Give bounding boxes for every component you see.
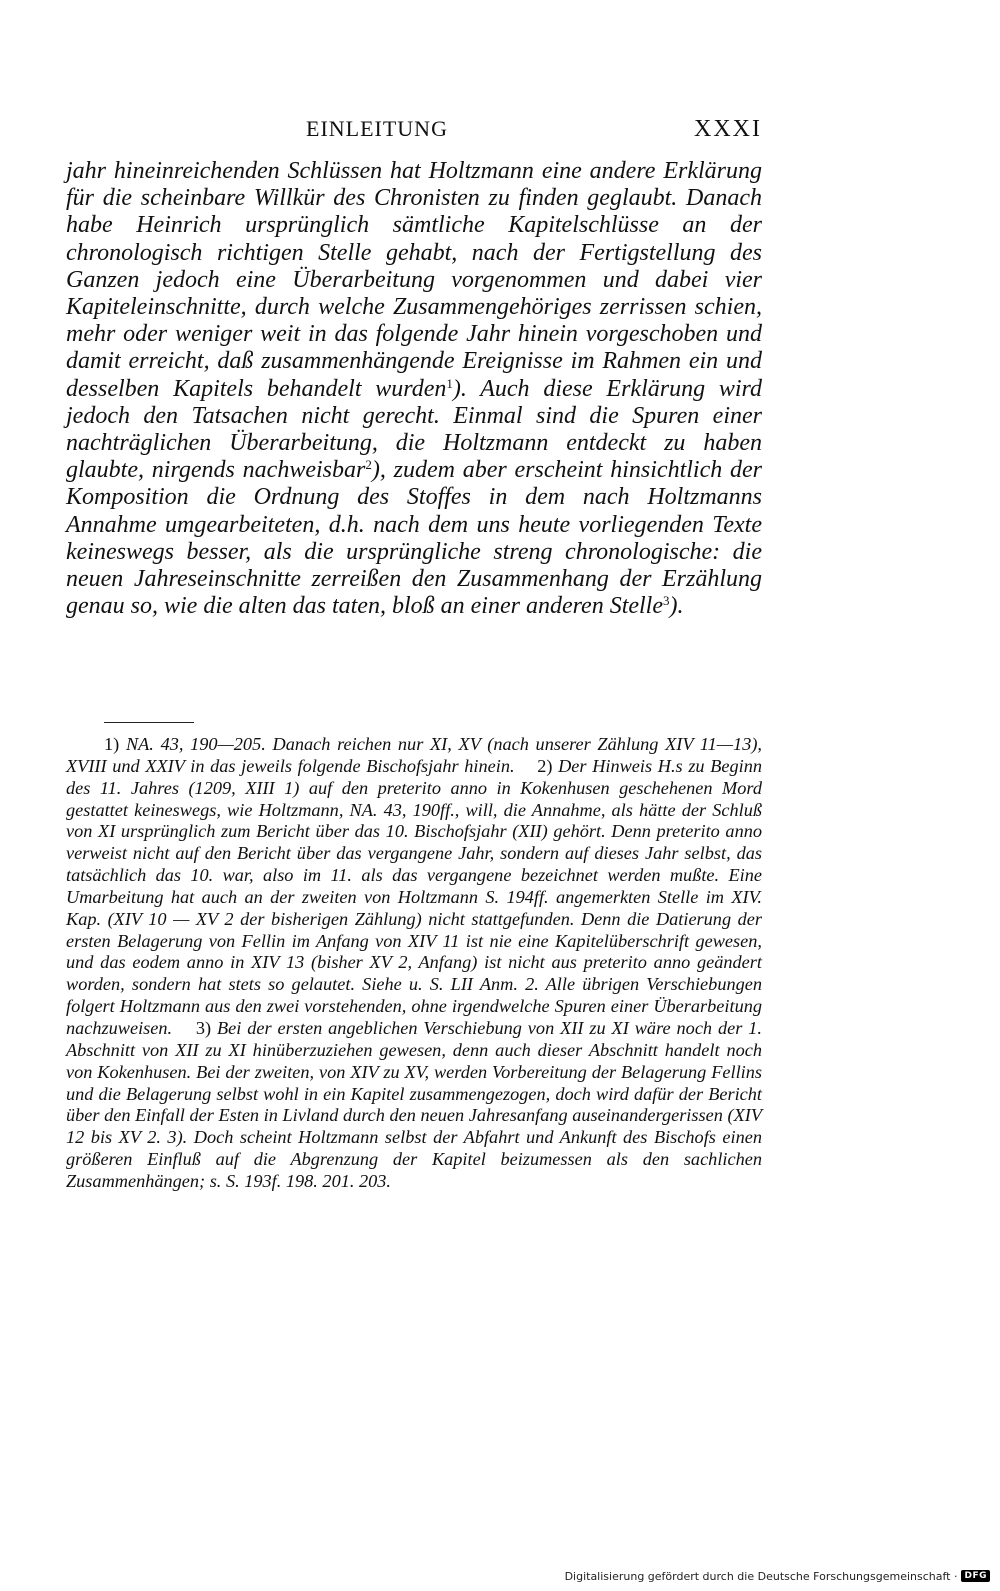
body-text-part-4: ). [669,593,684,620]
header-title: EINLEITUNG [306,116,448,141]
dfg-logo-icon: DFG [961,1570,990,1582]
body-text-part-3: ), zudem aber erscheint hinsichtlich der Komposition die Ordnung des Stoffes in dem nach Holtzmanns Annahme umgearbeiteten, d.h. nach dem uns heute vorliegenden Texte keineswegs besser, als die ursprüngliche streng chronologische: die neuen Jahreseinschnitte zerreißen den Zusammenhang der Erzählung genau so, wie die alten das taten, bloß an einer anderen Stelle [66,457,762,620]
body-text-part-2: ). Auch diese Erklärung wird jedoch den Tatsachen nicht gerecht. Einmal sind die Spuren einer nachträglichen Überarbeitung, die Holtzmann entdeckt zu haben glaubte, nirgends nachweisbar [66,375,762,484]
footnote-2-label: 2) [537,755,553,776]
footnotes-block [66,734,762,1193]
running-header [66,116,762,150]
body-text-part-1: jahr hineinreichenden Schlüssen hat Holtzmann eine andere Erklärung für die scheinbare Willkür des Chronisten zu finden geglaubt. Danach habe Heinrich ursprünglich sämtliche Kapitelschlüsse an der chronologisch richtigen Stelle gehabt, nach der Fertigstellung des Ganzen jedoch eine Überarbeitung vorgenommen und dabei vier Kapiteleinschnitte, durch welche Zusammengehöriges zerrissen schien, mehr oder weniger weit in das folgende Jahr hinein vorgeschoben und damit erreicht, daß zusammenhängende Ereignisse im Rahmen ein und desselben Kapitels behandelt wurden [66,158,762,402]
page-number: XXXI [694,116,762,142]
footnote-ref-2[interactable]: 2 [365,457,372,473]
footnote-1-text: NA. 43, 190—205. Danach reichen nur XI, XV (nach unserer Zählung XIV 11—13), XVIII und XXIV in das jeweils folgende Bischofsjahr hinein. [66,734,762,776]
footnote-3-text: Bei der ersten angeblichen Verschiebung von XII zu XI wäre noch der 1. Abschnitt von XII zu XI hinüberzuziehen gewesen, denn auch dieser Abschnitt handelt noch von Kokenhusen. Bei der zweiten, von XIV zu XV, werden Vorbereitung der Belagerung Fellins und die Belagerung selbst wohl in ein Kapitel zusammengezogen, doch wird dafür der Bericht über den Einfall der Esten in Livland durch den neuen Jahresanfang auseinandergerissen (XIV 12 bis XV 2. 3). Doch scheint Holtzmann selbst der Abfahrt und Ankunft des Bischofs einen größeren Einfluß auf die Abgrenzung der Kapitel beizumessen als den sachlichen Zusammenhängen; s. S. 193f. 198. 201. 203. [66,1017,762,1191]
digitization-credit [565,1567,990,1585]
footnote-3-label: 3) [195,1017,212,1038]
footnote-ref-3[interactable]: 3 [663,593,670,609]
footnote-2-text: Der Hinweis H.s zu Beginn des 11. Jahres (1209, XIII 1) auf den preterito anno in Kokenhusen geschehenen Mord gestattet keineswegs, wie Holtzmann, NA. 43, 190ff., will, die Annahme, als hätte der Schluß von XI ursprünglich zum Bericht über das 10. Bischofsjahr (XII) gehört. Denn preterito anno verweist nicht auf den Bericht über das vergangene Jahr, sondern auf dieses Jahr selbst, das tatsächlich das 10. war, also im 11. als das vergangene bezeichnet werden mußte. Eine Umarbeitung hat auch an der zweiten von Holtzmann S. 194ff. angemerkten Stelle im XIV. Kap. (XIV 10 — XV 2 der bisherigen Zählung) nicht stattgefunden. Denn die Datierung der ersten Belagerung von Fellin im Anfang von XIV 11 ist nie eine Kapitelüberschrift gewesen, und das eodem anno in XIV 13 (bisher XV 2, Anfang) ist nicht aus preterito anno geändert worden, sondern hat stets so gelautet. Siehe u. S. LII Anm. 2. Alle übrigen Verschiebungen folgert Holtzmann aus den zwei vorstehenden, ohne irgendwelche Spuren einer Überarbeitung nachzuweisen. [66,755,763,1038]
credit-text: Digitalisierung gefördert durch die Deutsche Forschungsgemeinschaft · [564,1569,958,1583]
footnote-ref-1[interactable]: 1 [446,375,453,391]
footnote-divider [104,722,194,723]
main-paragraph [66,158,762,620]
footnote-1-label: 1) [104,734,120,754]
